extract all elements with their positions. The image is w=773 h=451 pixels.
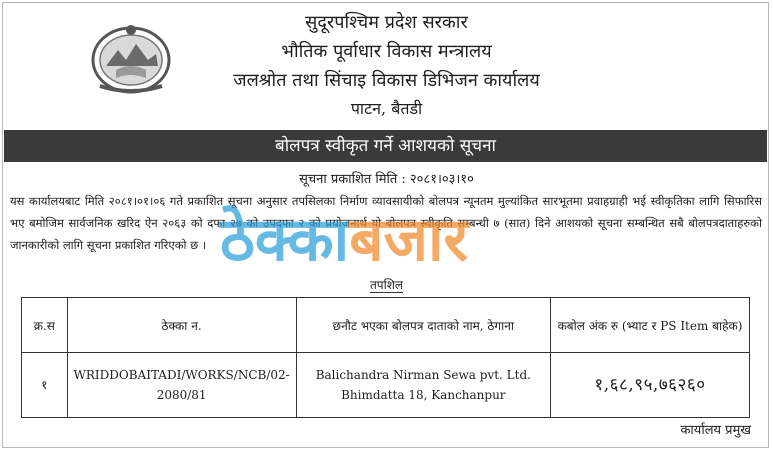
notice-body: यस कार्यालयबाट मिति २०८१।०१।०६ गते प्रकाशित सूचना अनुसार तपसिलका निर्माण व्यावसायीको बोलपत्र न्यूनतम मुल्यांकित सारभूतमा प्रवाहग्राही भई स्वीकृतिका लागि सिफारिस भए बमोजिम सार्वजनिक खरिद ऐन २०६३ को दफा २७ को उपदफा २ को प्रयोजनार्थ यो बोलपत्र स्वीकृति सम्बन्धी ७ (सात) दिने आशयको सूचना सम्बन्धित सबै बोलपत्रदाताहरुको जानकारीको लागि सूचना प्रकाशित गरिएको छ । — [10, 194, 762, 252]
table-header-row — [22, 298, 750, 353]
column-header-bidder: छनौट भएका बोलपत्र दाताको नाम, ठेगाना — [296, 298, 550, 353]
header-line-4: पाटन, बैतडी — [350, 99, 423, 118]
column-header-amount: कबोल अंक रु (भ्याट र PS Item बाहेक) — [550, 298, 749, 353]
cell-contract-no: WRIDDOBAITADI/WORKS/NCB/02-2080/81 — [67, 353, 296, 418]
column-header-contract-no: ठेक्का न. — [67, 298, 296, 353]
cell-amount: १,६८,९५,७६२६० — [550, 353, 749, 418]
table-row — [22, 353, 750, 418]
cell-sn: १ — [22, 353, 68, 418]
watermark-part-2: बजार — [349, 205, 469, 275]
header-line-3: जलश्रोत तथा सिंचाइ विकास डिभिजन कार्यालय — [233, 70, 540, 91]
watermark-part-1: ठेक्का — [220, 205, 350, 275]
column-header-sn: क्र.स — [22, 298, 68, 353]
details-heading — [0, 276, 773, 293]
publish-date: सूचना प्रकाशित मिति : २०८१।०३।१० — [299, 172, 474, 187]
award-table — [21, 297, 750, 418]
header-line-2: भौतिक पूर्वाधार विकास मन्त्रालय — [281, 41, 492, 62]
notice-title-banner: बोलपत्र स्वीकृत गर्ने आशयको सूचना — [4, 130, 767, 162]
signature-label: कार्यालय प्रमुख — [680, 423, 751, 438]
header-line-1: सुदूरपश्चिम प्रदेश सरकार — [305, 12, 468, 33]
cell-bidder: Balichandra Nirman Sewa pvt. Ltd. Bhimdatta 18, Kanchanpur — [296, 353, 550, 418]
details-heading-label: तपशिल — [369, 278, 404, 292]
